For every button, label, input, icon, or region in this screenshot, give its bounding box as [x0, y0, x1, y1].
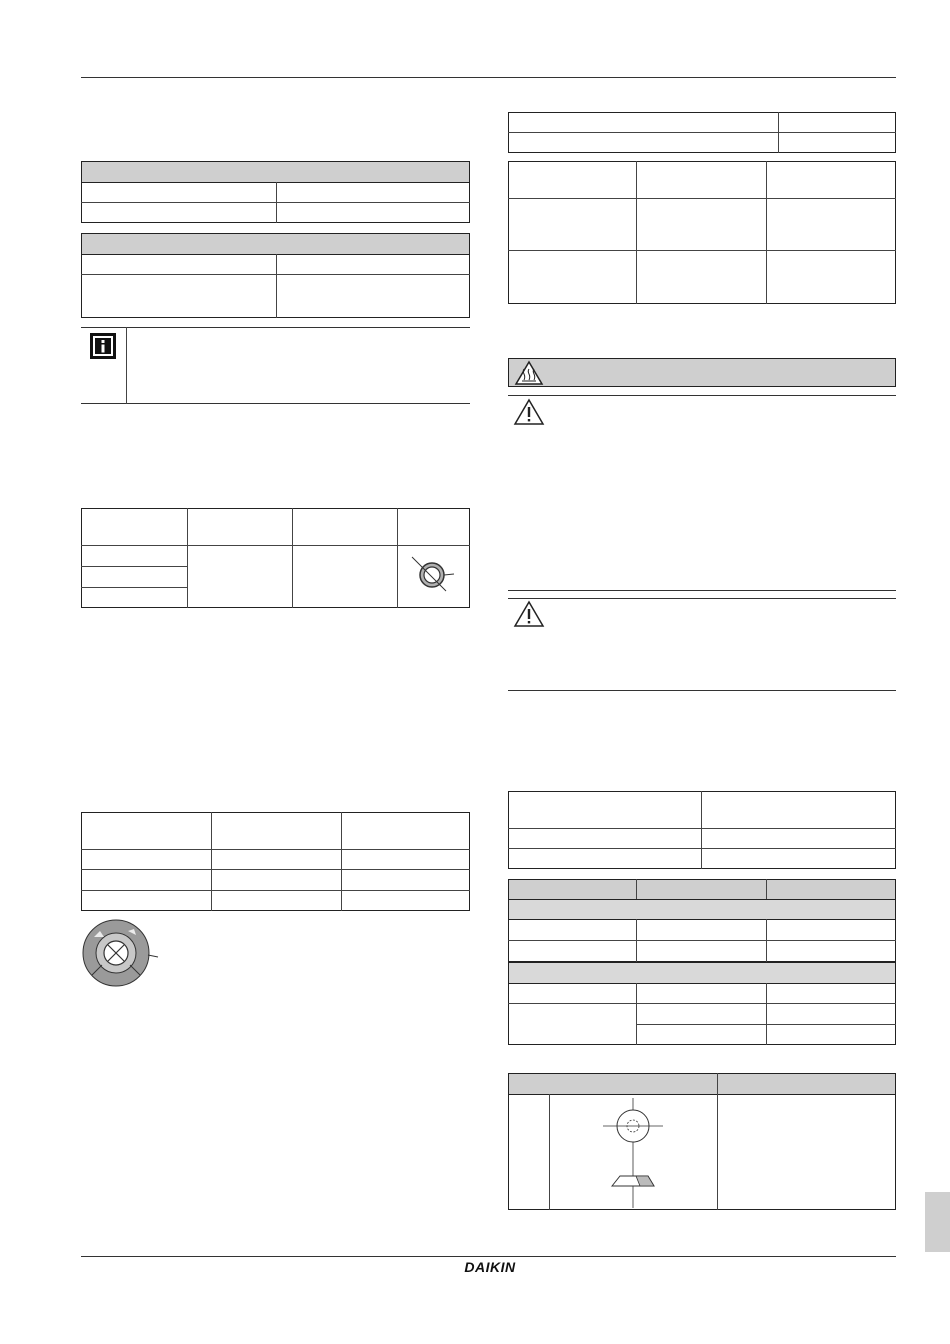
- table-h-g2-col-2: [766, 983, 767, 1045]
- table-d-col-divider-1: [211, 812, 212, 911]
- table-f: [508, 161, 896, 304]
- table-c-col-divider-1: [187, 508, 188, 608]
- table-d-row-divider-2: [81, 890, 470, 891]
- warning-2-top-rule: [508, 598, 896, 599]
- table-i-header-col: [717, 1073, 718, 1095]
- warning-2-bottom-rule: [508, 690, 896, 691]
- caution-triangle-icon: [514, 399, 544, 425]
- hot-surface-warning-banner: [508, 358, 896, 387]
- table-c-row-divider-1: [81, 566, 187, 567]
- table-h-group-2: [508, 962, 896, 984]
- table-h-header: [508, 879, 896, 900]
- table-h-header-col-1: [636, 879, 637, 900]
- table-b-col-divider: [276, 254, 277, 318]
- table-h-g2-row-divider-1: [508, 1003, 896, 1004]
- side-section-tab: [925, 1192, 950, 1252]
- warning-1-bottom-rule: [508, 590, 896, 591]
- table-f-col-divider-2: [766, 161, 767, 304]
- table-c-header-divider: [81, 545, 470, 546]
- warning-1-top-rule: [508, 395, 896, 396]
- table-i-body: [508, 1094, 896, 1210]
- table-c-col-divider-2: [292, 508, 293, 608]
- table-d-col-divider-2: [341, 812, 342, 911]
- footer-rule: [81, 1256, 896, 1257]
- flare-check-diagram-icon: [598, 1096, 668, 1210]
- table-g-row-divider: [508, 848, 896, 849]
- info-icon: [90, 333, 116, 359]
- table-f-col-divider-1: [636, 161, 637, 304]
- table-f-header-divider: [508, 198, 896, 199]
- table-e-col-divider: [778, 112, 779, 153]
- table-e-row-divider: [508, 132, 896, 133]
- table-d-header-divider: [81, 849, 470, 850]
- info-note-divider: [126, 327, 127, 404]
- pipe-cross-section-icon: [408, 555, 458, 595]
- table-i-col-divider-2: [717, 1094, 718, 1210]
- table-h-header-col-2: [766, 879, 767, 900]
- flare-nut-icon: [76, 917, 166, 989]
- table-f-row-divider: [508, 250, 896, 251]
- table-g: [508, 791, 896, 869]
- table-i-col-divider-1: [549, 1094, 550, 1210]
- table-h-group-1: [508, 899, 896, 920]
- caution-triangle-icon: [514, 601, 544, 627]
- table-b-header: [81, 233, 470, 255]
- table-a-col-divider: [276, 182, 277, 223]
- table-d-row-divider-1: [81, 869, 470, 870]
- table-h-g1-row-divider: [508, 940, 896, 941]
- daikin-logo: DAIKIN: [464, 1259, 516, 1275]
- table-i-header: [508, 1073, 896, 1095]
- table-h-g1-col-1: [636, 919, 637, 962]
- header-rule: [81, 77, 896, 78]
- info-note-bottom-rule: [81, 403, 470, 404]
- table-a-header: [81, 161, 470, 183]
- info-note-top-rule: [81, 327, 470, 328]
- table-h-g2-col-1: [636, 983, 637, 1045]
- table-d: [81, 812, 470, 911]
- table-c-row-divider-2: [81, 587, 187, 588]
- table-g-header-divider: [508, 828, 896, 829]
- table-h-group-2-body: [508, 983, 896, 1045]
- table-c-col-divider-3: [397, 508, 398, 608]
- hot-surface-warning-icon: [515, 361, 543, 385]
- table-h-g1-col-2: [766, 919, 767, 962]
- table-g-col-divider: [701, 791, 702, 869]
